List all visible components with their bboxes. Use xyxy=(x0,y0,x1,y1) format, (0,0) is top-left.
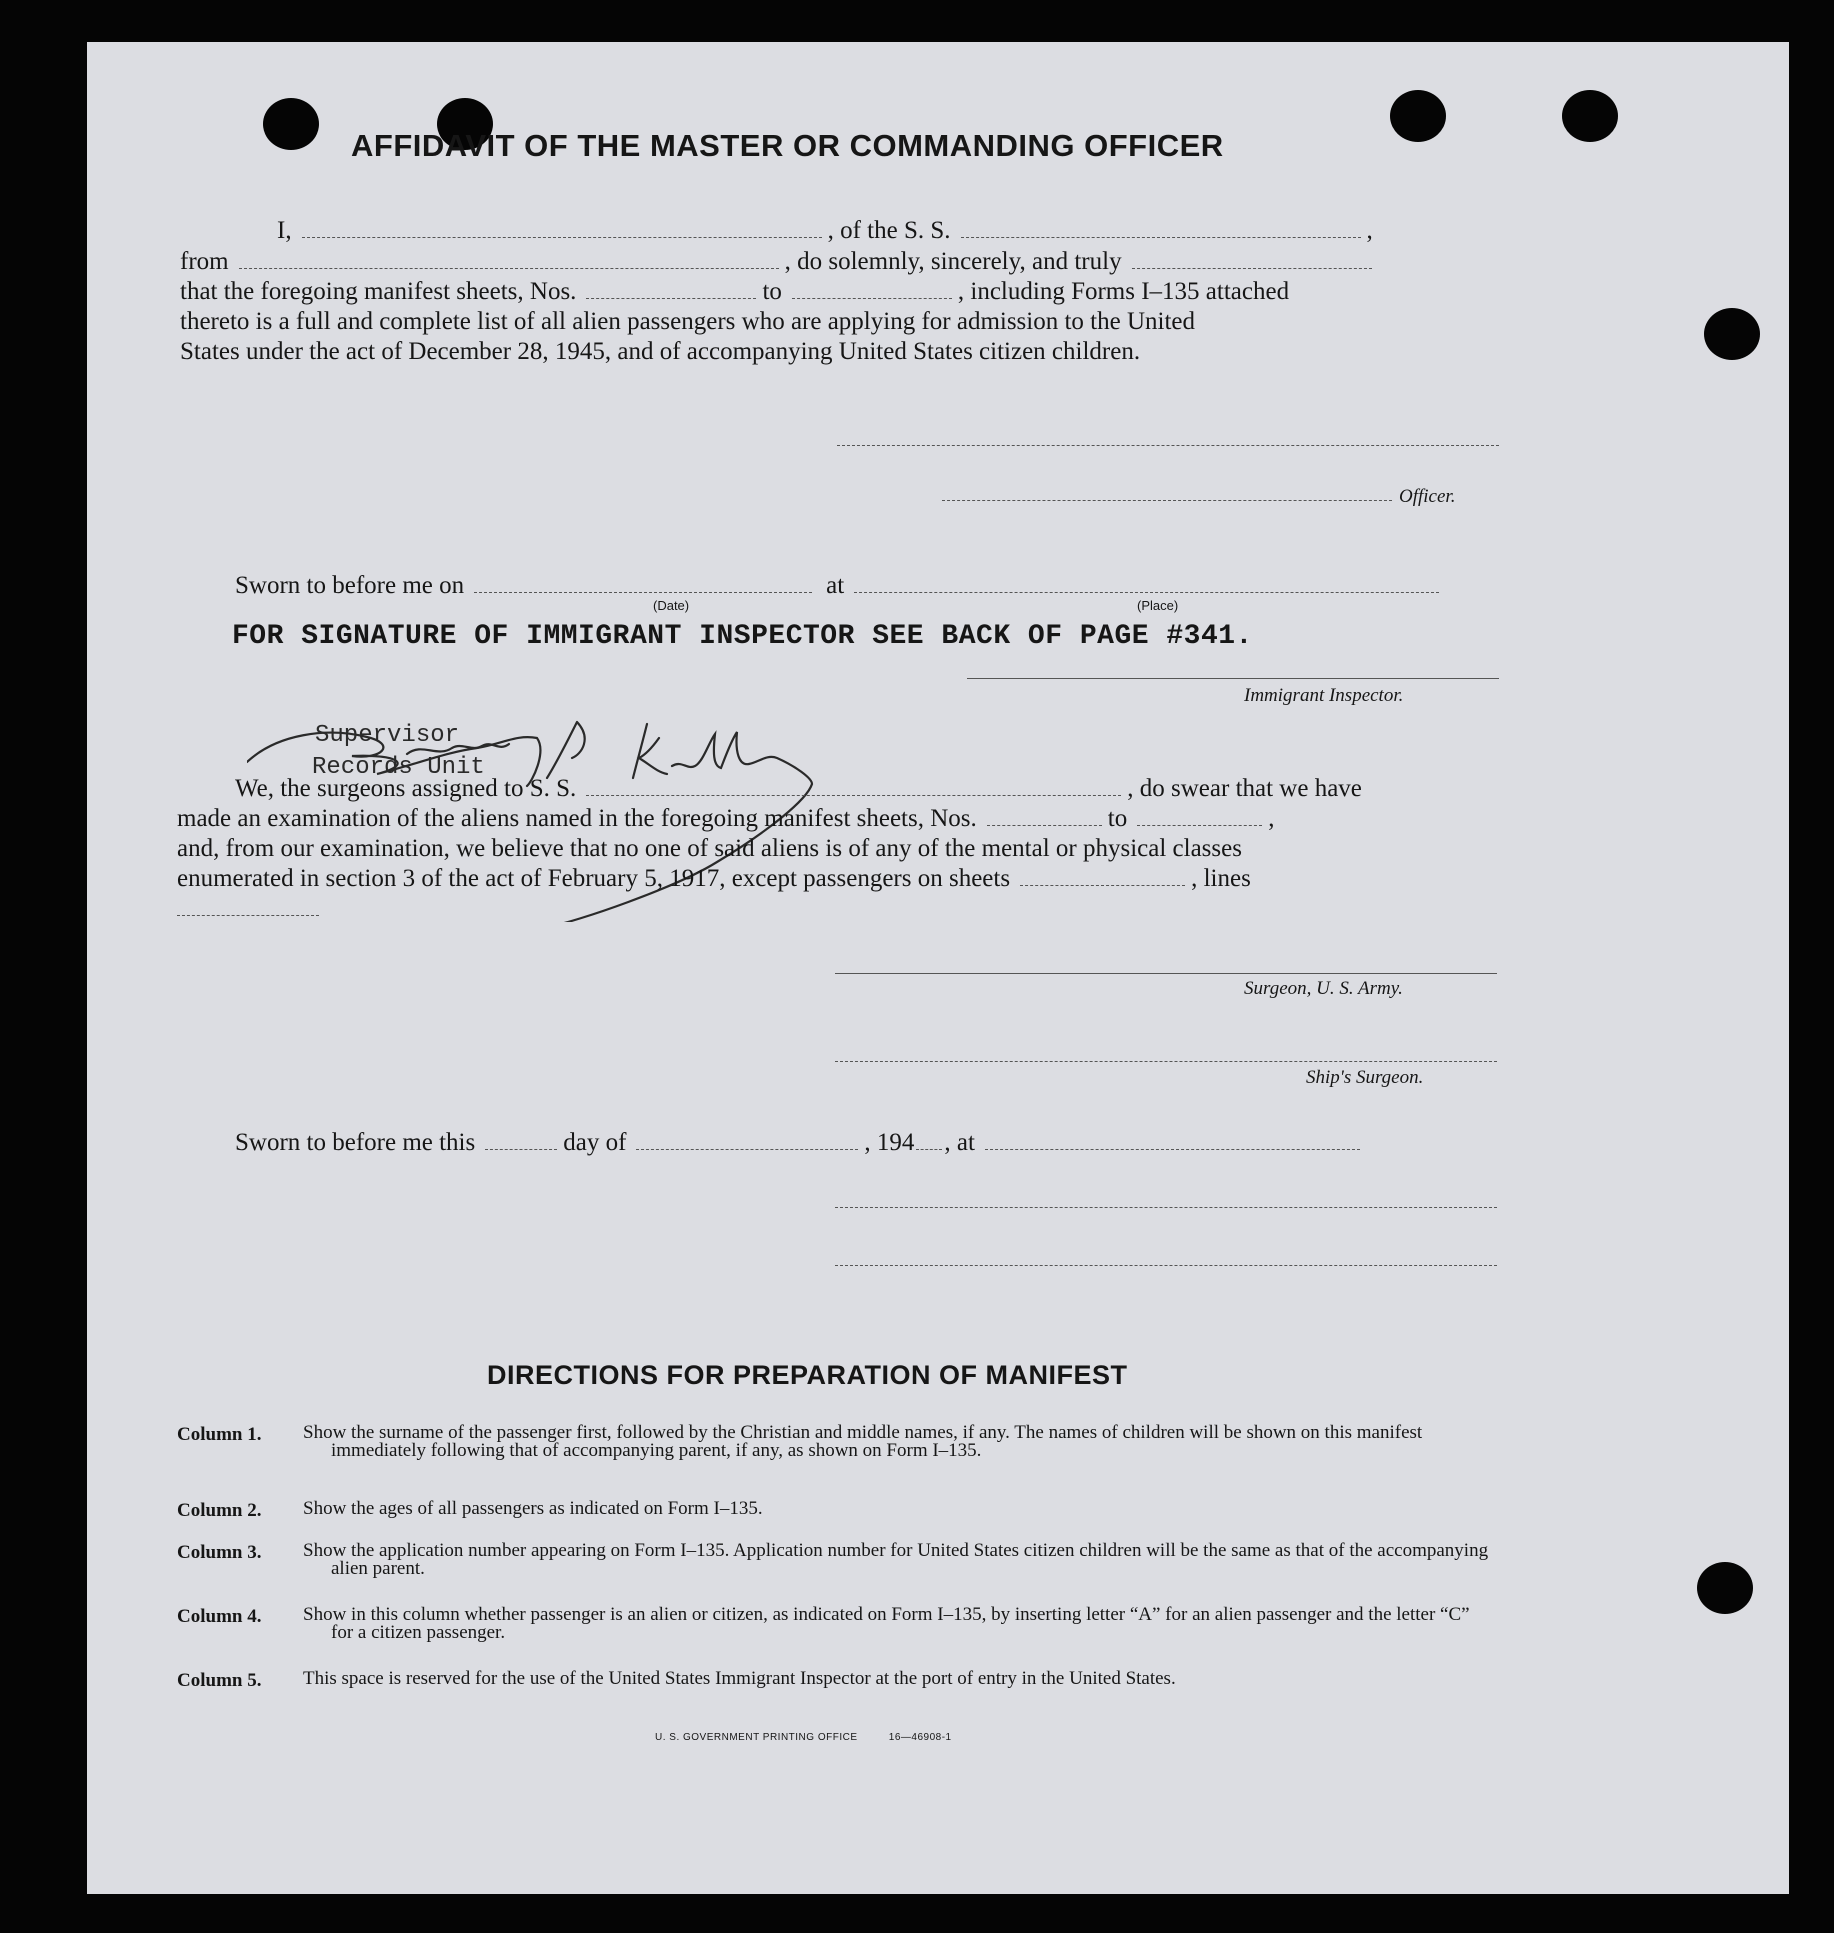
master-text: to xyxy=(762,278,782,305)
master-text: , of the S. S. xyxy=(827,217,951,244)
date-caption: (Date) xyxy=(653,598,690,613)
ship-surgeon-line xyxy=(835,1061,1497,1062)
punch-hole xyxy=(1390,90,1446,142)
inspector-signature-line xyxy=(967,678,1499,679)
punch-hole xyxy=(1562,90,1618,142)
sworn-signature-line-2 xyxy=(835,1265,1497,1266)
punch-hole xyxy=(1704,308,1760,360)
surgeon-sheet-to-blank xyxy=(1137,824,1262,826)
direction-text: Show the application number appearing on Form I–135. Application number for United States citizen children will be the same as that of the accompanying alien parent. xyxy=(303,1540,1489,1579)
direction-label: Column 1. xyxy=(177,1424,262,1445)
direction-text: Show the surname of the passenger first, followed by the Christian and middle names, if any. The names of children will be shown on this manifest immediately following that of accompanying parent, if any, as shown on Form I–135. xyxy=(303,1422,1423,1461)
surgeons-text: , do swear that we have xyxy=(1127,775,1362,802)
sworn-line-1 xyxy=(235,572,1445,600)
lines-blank xyxy=(177,915,319,916)
printing-office-footer xyxy=(655,1732,952,1743)
officer-signature-line xyxy=(837,445,1499,446)
surgeons-text: We, the surgeons assigned to S. S. xyxy=(235,775,577,802)
sworn-day-blank xyxy=(485,1148,557,1150)
sworn-text: Sworn to before me on xyxy=(235,572,465,599)
surgeon-ship-blank xyxy=(586,794,1121,796)
page-title: AFFIDAVIT OF THE MASTER OR COMMANDING OFFICER xyxy=(351,128,1224,163)
master-text: , xyxy=(1366,217,1373,244)
sworn-text: Sworn to before me this xyxy=(235,1129,476,1156)
master-text: , including Forms I–135 attached xyxy=(957,278,1290,305)
master-line-3 xyxy=(180,278,1289,306)
master-name-blank xyxy=(302,236,822,238)
punch-hole xyxy=(263,98,319,150)
officer-caption: Officer. xyxy=(1399,486,1456,507)
direction-label: Column 2. xyxy=(177,1500,262,1521)
master-line-5: States under the act of December 28, 1945, and of accompanying United States citizen children. xyxy=(180,338,1141,365)
surgeons-line-2 xyxy=(177,805,1274,833)
master-line-2 xyxy=(180,248,1378,276)
surgeons-text: , lines xyxy=(1191,865,1251,892)
sworn-date-blank xyxy=(474,591,812,593)
sworn-text: , 194 xyxy=(864,1129,915,1156)
directions-heading: DIRECTIONS FOR PREPARATION OF MANIFEST xyxy=(487,1360,1128,1390)
sworn-text: at xyxy=(826,572,845,599)
direction-text: Show in this column whether passenger is an alien or citizen, as indicated on Form I–135, by inserting letter “A” for an alien passenger and the letter “C” for a citizen passenger. xyxy=(303,1604,1470,1643)
direction-label: Column 4. xyxy=(177,1606,262,1627)
master-line-4: thereto is a full and complete list of all alien passengers who are applying for admission to the United xyxy=(180,308,1196,335)
army-surgeon-line xyxy=(835,973,1497,974)
sheet-to-blank xyxy=(792,297,952,299)
sworn-place-blank xyxy=(854,591,1439,593)
place-caption: (Place) xyxy=(1137,598,1179,613)
sworn-month-blank xyxy=(636,1148,858,1150)
sworn-text: , at xyxy=(944,1129,975,1156)
direction-label: Column 3. xyxy=(177,1542,262,1563)
direction-text: Show the ages of all passengers as indicated on Form I–135. xyxy=(303,1498,763,1519)
master-text: from xyxy=(180,248,229,275)
surgeons-text: , xyxy=(1268,805,1275,832)
except-sheets-blank xyxy=(1020,884,1185,886)
form-page xyxy=(87,42,1789,1894)
officer-title-line xyxy=(942,500,1392,501)
footer-code: 16—46908-1 xyxy=(888,1732,952,1743)
surgeons-line-3: and, from our examination, we believe that no one of said aliens is of any of the mental or physical classes xyxy=(177,835,1242,862)
ship-surgeon-caption: Ship's Surgeon. xyxy=(1306,1067,1424,1088)
master-line-1 xyxy=(233,217,1585,245)
sworn-year-blank xyxy=(916,1148,942,1150)
ship-name-blank xyxy=(961,236,1361,238)
oath-blank xyxy=(1132,267,1372,269)
direction-text: This space is reserved for the use of the United States Immigrant Inspector at the port of entry in the United States. xyxy=(303,1668,1176,1689)
master-text: I, xyxy=(277,217,292,244)
inspector-caption: Immigrant Inspector. xyxy=(1244,685,1404,706)
sworn-signature-line-1 xyxy=(835,1207,1497,1208)
surgeons-line-4 xyxy=(177,865,1251,893)
direction-label: Column 5. xyxy=(177,1670,262,1691)
sheet-from-blank xyxy=(586,297,756,299)
master-text: that the foregoing manifest sheets, Nos. xyxy=(180,278,577,305)
surgeons-text: enumerated in section 3 of the act of February 5, 1917, except passengers on sheets xyxy=(177,865,1011,892)
master-text: , do solemnly, sincerely, and truly xyxy=(784,248,1122,275)
stamp-records-unit: Records Unit xyxy=(312,754,485,781)
surgeons-line-1 xyxy=(235,775,1362,803)
sworn-line-2 xyxy=(235,1129,1366,1157)
typed-inspector-note: FOR SIGNATURE OF IMMIGRANT INSPECTOR SEE BACK OF PAGE #341. xyxy=(232,621,1253,652)
army-surgeon-caption: Surgeon, U. S. Army. xyxy=(1244,978,1403,999)
surgeons-text: made an examination of the aliens named in the foregoing manifest sheets, Nos. xyxy=(177,805,977,832)
footer-office: U. S. GOVERNMENT PRINTING OFFICE xyxy=(655,1732,858,1743)
punch-hole xyxy=(1697,1562,1753,1614)
surgeon-sheet-from-blank xyxy=(987,824,1102,826)
surgeons-text: to xyxy=(1107,805,1128,832)
sworn-place-2-blank xyxy=(985,1148,1360,1150)
stamp-supervisor: Supervisor xyxy=(315,722,460,749)
port-blank xyxy=(239,267,779,269)
sworn-text: day of xyxy=(563,1129,627,1156)
